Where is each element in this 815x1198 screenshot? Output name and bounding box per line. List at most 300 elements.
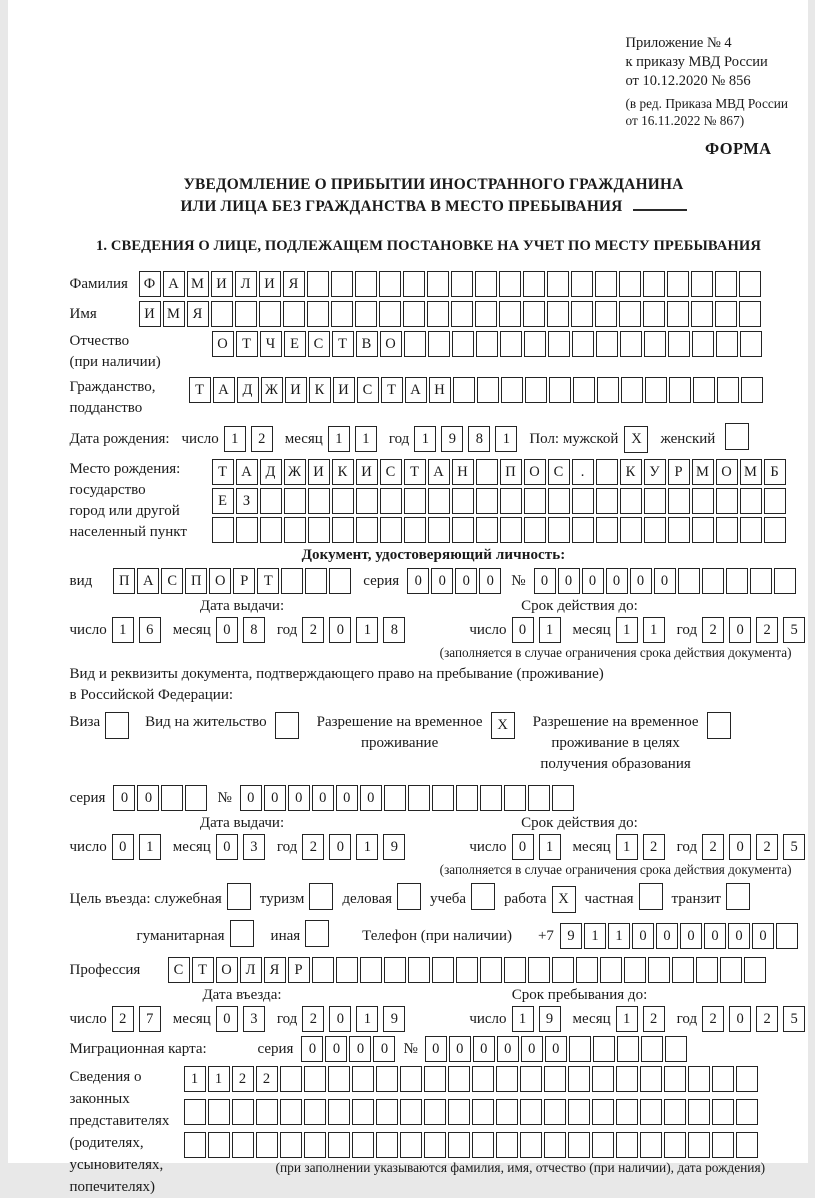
form-cell[interactable]: . (572, 459, 594, 485)
form-cell[interactable]: 1 (356, 1006, 378, 1032)
form-cell[interactable]: 0 (729, 834, 751, 860)
form-cell[interactable]: И (211, 271, 233, 297)
checkbox-cell[interactable] (397, 883, 421, 910)
form-cell[interactable]: 0 (534, 568, 556, 594)
form-cell[interactable] (688, 1066, 710, 1092)
form-cell[interactable] (544, 1066, 566, 1092)
form-cell[interactable] (336, 957, 358, 983)
form-cell[interactable] (280, 1099, 302, 1125)
form-cell[interactable] (664, 1132, 686, 1158)
form-cell[interactable]: 1 (584, 923, 606, 949)
form-cell[interactable] (645, 377, 667, 403)
form-cell[interactable] (408, 785, 430, 811)
form-cell[interactable]: 1 (495, 426, 517, 452)
form-cell[interactable] (356, 517, 378, 543)
form-cell[interactable] (640, 1066, 662, 1092)
form-cell[interactable]: И (139, 301, 161, 327)
form-cell[interactable] (472, 1066, 494, 1092)
form-cell[interactable] (476, 488, 498, 514)
form-cell[interactable] (739, 301, 761, 327)
form-cell[interactable]: 0 (729, 617, 751, 643)
form-cell[interactable] (332, 517, 354, 543)
form-cell[interactable] (504, 785, 526, 811)
form-cell[interactable] (424, 1132, 446, 1158)
form-cell[interactable] (571, 271, 593, 297)
form-cell[interactable] (572, 488, 594, 514)
form-cell[interactable] (571, 301, 593, 327)
form-cell[interactable] (740, 517, 762, 543)
form-cell[interactable] (668, 488, 690, 514)
form-cell[interactable] (500, 331, 522, 357)
form-cell[interactable]: Т (212, 459, 234, 485)
form-cell[interactable] (501, 377, 523, 403)
form-cell[interactable] (552, 785, 574, 811)
form-cell[interactable] (691, 301, 713, 327)
form-cell[interactable] (403, 301, 425, 327)
checkbox-cell[interactable] (230, 920, 254, 947)
form-cell[interactable]: 2 (643, 1006, 665, 1032)
form-cell[interactable] (576, 957, 598, 983)
form-cell[interactable]: К (620, 459, 642, 485)
form-cell[interactable] (427, 271, 449, 297)
form-cell[interactable]: 1 (608, 923, 630, 949)
form-cell[interactable] (256, 1132, 278, 1158)
form-cell[interactable]: А (213, 377, 235, 403)
form-cell[interactable] (453, 377, 475, 403)
form-cell[interactable] (774, 568, 796, 594)
form-cell[interactable]: Б (764, 459, 786, 485)
form-cell[interactable]: Я (283, 271, 305, 297)
form-cell[interactable] (428, 488, 450, 514)
form-cell[interactable]: 1 (184, 1066, 206, 1092)
form-cell[interactable]: 0 (497, 1036, 519, 1062)
form-cell[interactable]: 0 (455, 568, 477, 594)
form-cell[interactable] (528, 957, 550, 983)
form-cell[interactable] (525, 377, 547, 403)
form-cell[interactable] (523, 301, 545, 327)
form-cell[interactable] (548, 488, 570, 514)
form-cell[interactable] (569, 1036, 591, 1062)
form-cell[interactable]: 9 (383, 834, 405, 860)
form-cell[interactable] (668, 517, 690, 543)
form-cell[interactable] (715, 301, 737, 327)
form-cell[interactable] (702, 568, 724, 594)
form-cell[interactable] (619, 301, 641, 327)
form-cell[interactable] (616, 1132, 638, 1158)
form-cell[interactable] (524, 331, 546, 357)
form-cell[interactable] (408, 957, 430, 983)
form-cell[interactable]: И (308, 459, 330, 485)
form-cell[interactable]: 0 (632, 923, 654, 949)
form-cell[interactable] (592, 1099, 614, 1125)
form-cell[interactable]: 0 (656, 923, 678, 949)
form-cell[interactable] (308, 488, 330, 514)
form-cell[interactable]: 5 (783, 834, 805, 860)
checkbox-cell[interactable] (471, 883, 495, 910)
form-cell[interactable] (400, 1132, 422, 1158)
form-cell[interactable]: Ф (139, 271, 161, 297)
form-cell[interactable]: 2 (756, 1006, 778, 1032)
form-cell[interactable]: 0 (512, 617, 534, 643)
form-cell[interactable]: Т (189, 377, 211, 403)
form-cell[interactable] (283, 301, 305, 327)
form-cell[interactable]: 0 (216, 617, 238, 643)
form-cell[interactable] (643, 301, 665, 327)
form-cell[interactable]: 2 (702, 834, 724, 860)
form-cell[interactable]: 0 (752, 923, 774, 949)
form-cell[interactable] (644, 517, 666, 543)
form-cell[interactable]: Р (288, 957, 310, 983)
form-cell[interactable] (619, 271, 641, 297)
form-cell[interactable] (552, 957, 574, 983)
form-cell[interactable] (736, 1132, 758, 1158)
form-cell[interactable]: 2 (643, 834, 665, 860)
form-cell[interactable]: 1 (356, 834, 378, 860)
form-cell[interactable] (281, 568, 303, 594)
form-cell[interactable] (716, 488, 738, 514)
form-cell[interactable]: О (212, 331, 234, 357)
form-cell[interactable] (641, 1036, 663, 1062)
form-cell[interactable]: 0 (360, 785, 382, 811)
form-cell[interactable]: М (187, 271, 209, 297)
form-cell[interactable] (403, 271, 425, 297)
form-cell[interactable]: 0 (329, 834, 351, 860)
form-cell[interactable] (664, 1066, 686, 1092)
form-cell[interactable] (331, 301, 353, 327)
form-cell[interactable] (376, 1132, 398, 1158)
form-cell[interactable]: Т (381, 377, 403, 403)
form-cell[interactable] (597, 377, 619, 403)
form-cell[interactable] (355, 301, 377, 327)
form-cell[interactable]: 0 (729, 1006, 751, 1032)
form-cell[interactable] (424, 1099, 446, 1125)
form-cell[interactable] (640, 1099, 662, 1125)
form-cell[interactable] (496, 1099, 518, 1125)
form-cell[interactable] (480, 785, 502, 811)
form-cell[interactable] (600, 957, 622, 983)
form-cell[interactable]: 0 (264, 785, 286, 811)
form-cell[interactable]: 2 (702, 617, 724, 643)
checkbox-cell[interactable] (707, 712, 731, 739)
form-cell[interactable] (716, 517, 738, 543)
form-cell[interactable] (596, 459, 618, 485)
form-cell[interactable]: И (259, 271, 281, 297)
form-cell[interactable] (712, 1066, 734, 1092)
form-cell[interactable] (452, 331, 474, 357)
form-cell[interactable]: 0 (558, 568, 580, 594)
form-cell[interactable] (404, 331, 426, 357)
form-cell[interactable]: 1 (139, 834, 161, 860)
form-cell[interactable] (259, 301, 281, 327)
form-cell[interactable] (496, 1066, 518, 1092)
form-cell[interactable] (476, 331, 498, 357)
form-cell[interactable] (691, 271, 713, 297)
form-cell[interactable]: 2 (756, 834, 778, 860)
form-cell[interactable] (736, 1099, 758, 1125)
form-cell[interactable] (451, 301, 473, 327)
form-cell[interactable]: 1 (539, 834, 561, 860)
form-cell[interactable]: 0 (473, 1036, 495, 1062)
form-cell[interactable]: К (332, 459, 354, 485)
form-cell[interactable]: 0 (216, 1006, 238, 1032)
form-cell[interactable] (304, 1099, 326, 1125)
form-cell[interactable]: 0 (630, 568, 652, 594)
form-cell[interactable] (667, 271, 689, 297)
form-cell[interactable]: 2 (302, 617, 324, 643)
form-cell[interactable]: Д (260, 459, 282, 485)
form-cell[interactable] (352, 1132, 374, 1158)
form-cell[interactable]: 6 (139, 617, 161, 643)
form-cell[interactable]: 9 (441, 426, 463, 452)
form-cell[interactable]: 1 (112, 617, 134, 643)
form-cell[interactable] (616, 1066, 638, 1092)
form-cell[interactable] (524, 488, 546, 514)
checkbox-cell[interactable] (227, 883, 251, 910)
form-cell[interactable]: 0 (512, 834, 534, 860)
form-cell[interactable]: С (548, 459, 570, 485)
form-cell[interactable] (573, 377, 595, 403)
form-cell[interactable] (404, 517, 426, 543)
form-cell[interactable]: 2 (702, 1006, 724, 1032)
form-cell[interactable]: 0 (329, 1006, 351, 1032)
form-cell[interactable]: 0 (113, 785, 135, 811)
form-cell[interactable] (739, 271, 761, 297)
form-cell[interactable]: 1 (616, 617, 638, 643)
form-cell[interactable] (596, 517, 618, 543)
form-cell[interactable] (592, 1066, 614, 1092)
form-cell[interactable] (672, 957, 694, 983)
form-cell[interactable]: 1 (224, 426, 246, 452)
form-cell[interactable] (185, 785, 207, 811)
form-cell[interactable]: 0 (112, 834, 134, 860)
form-cell[interactable]: 5 (783, 617, 805, 643)
form-cell[interactable]: С (168, 957, 190, 983)
form-cell[interactable]: А (236, 459, 258, 485)
form-cell[interactable]: Н (452, 459, 474, 485)
form-cell[interactable]: М (692, 459, 714, 485)
form-cell[interactable] (328, 1099, 350, 1125)
form-cell[interactable]: 0 (704, 923, 726, 949)
form-cell[interactable]: И (333, 377, 355, 403)
form-cell[interactable] (596, 488, 618, 514)
form-cell[interactable]: 0 (373, 1036, 395, 1062)
form-cell[interactable]: О (380, 331, 402, 357)
form-cell[interactable] (548, 331, 570, 357)
form-cell[interactable]: Т (192, 957, 214, 983)
form-cell[interactable] (617, 1036, 639, 1062)
form-cell[interactable] (678, 568, 700, 594)
form-cell[interactable]: 1 (539, 617, 561, 643)
form-cell[interactable] (355, 271, 377, 297)
form-cell[interactable] (648, 957, 670, 983)
form-cell[interactable] (260, 488, 282, 514)
form-cell[interactable]: Л (235, 271, 257, 297)
form-cell[interactable] (568, 1099, 590, 1125)
form-cell[interactable]: 9 (560, 923, 582, 949)
form-cell[interactable]: О (716, 459, 738, 485)
form-cell[interactable]: С (357, 377, 379, 403)
form-cell[interactable] (307, 271, 329, 297)
form-cell[interactable] (499, 271, 521, 297)
form-cell[interactable] (451, 271, 473, 297)
form-cell[interactable]: 9 (539, 1006, 561, 1032)
form-cell[interactable] (476, 517, 498, 543)
form-cell[interactable]: Ж (261, 377, 283, 403)
form-cell[interactable] (688, 1099, 710, 1125)
form-cell[interactable] (740, 331, 762, 357)
form-cell[interactable]: С (380, 459, 402, 485)
form-cell[interactable] (692, 517, 714, 543)
form-cell[interactable] (184, 1132, 206, 1158)
form-cell[interactable]: П (113, 568, 135, 594)
form-cell[interactable]: 3 (243, 1006, 265, 1032)
form-cell[interactable] (764, 517, 786, 543)
checkbox-cell[interactable] (726, 883, 750, 910)
form-cell[interactable]: П (185, 568, 207, 594)
form-cell[interactable] (499, 301, 521, 327)
form-cell[interactable] (304, 1132, 326, 1158)
form-cell[interactable] (692, 331, 714, 357)
form-cell[interactable] (568, 1066, 590, 1092)
form-cell[interactable]: 0 (329, 617, 351, 643)
form-cell[interactable] (284, 517, 306, 543)
form-cell[interactable] (476, 459, 498, 485)
form-cell[interactable] (428, 331, 450, 357)
form-cell[interactable]: 1 (328, 426, 350, 452)
form-cell[interactable] (475, 271, 497, 297)
form-cell[interactable]: 8 (468, 426, 490, 452)
form-cell[interactable]: 0 (728, 923, 750, 949)
form-cell[interactable] (624, 957, 646, 983)
form-cell[interactable] (712, 1099, 734, 1125)
form-cell[interactable]: 2 (232, 1066, 254, 1092)
form-cell[interactable] (448, 1132, 470, 1158)
form-cell[interactable]: 0 (606, 568, 628, 594)
form-cell[interactable] (424, 1066, 446, 1092)
form-cell[interactable] (356, 488, 378, 514)
form-cell[interactable] (307, 301, 329, 327)
form-cell[interactable] (280, 1132, 302, 1158)
form-cell[interactable]: 1 (643, 617, 665, 643)
form-cell[interactable] (456, 957, 478, 983)
form-cell[interactable] (384, 957, 406, 983)
form-cell[interactable] (712, 1132, 734, 1158)
form-cell[interactable] (480, 957, 502, 983)
form-cell[interactable] (644, 331, 666, 357)
form-cell[interactable] (404, 488, 426, 514)
form-cell[interactable] (740, 488, 762, 514)
form-cell[interactable]: 0 (216, 834, 238, 860)
form-cell[interactable]: 2 (302, 1006, 324, 1032)
form-cell[interactable]: З (236, 488, 258, 514)
form-cell[interactable] (668, 331, 690, 357)
form-cell[interactable]: 0 (545, 1036, 567, 1062)
form-cell[interactable]: М (740, 459, 762, 485)
form-cell[interactable]: 0 (407, 568, 429, 594)
form-cell[interactable] (304, 1066, 326, 1092)
form-cell[interactable] (593, 1036, 615, 1062)
form-cell[interactable]: Т (236, 331, 258, 357)
form-cell[interactable]: С (308, 331, 330, 357)
form-cell[interactable] (596, 331, 618, 357)
form-cell[interactable] (328, 1066, 350, 1092)
form-cell[interactable] (161, 785, 183, 811)
form-cell[interactable] (376, 1066, 398, 1092)
form-cell[interactable]: 9 (383, 1006, 405, 1032)
checkbox-cell[interactable] (105, 712, 129, 739)
form-cell[interactable]: К (309, 377, 331, 403)
form-cell[interactable] (456, 785, 478, 811)
form-cell[interactable] (208, 1132, 230, 1158)
form-cell[interactable]: Т (332, 331, 354, 357)
form-cell[interactable] (693, 377, 715, 403)
form-cell[interactable]: 0 (449, 1036, 471, 1062)
form-cell[interactable]: 1 (414, 426, 436, 452)
form-cell[interactable] (720, 957, 742, 983)
form-cell[interactable]: А (428, 459, 450, 485)
form-cell[interactable]: 0 (479, 568, 501, 594)
form-cell[interactable] (764, 488, 786, 514)
form-cell[interactable] (523, 271, 545, 297)
form-cell[interactable] (736, 1066, 758, 1092)
form-cell[interactable] (184, 1099, 206, 1125)
form-cell[interactable]: 1 (208, 1066, 230, 1092)
form-cell[interactable] (547, 271, 569, 297)
form-cell[interactable] (312, 957, 334, 983)
form-cell[interactable]: Т (257, 568, 279, 594)
form-cell[interactable] (448, 1066, 470, 1092)
form-cell[interactable] (500, 488, 522, 514)
form-cell[interactable]: 0 (521, 1036, 543, 1062)
form-cell[interactable] (236, 517, 258, 543)
form-cell[interactable]: Ж (284, 459, 306, 485)
form-cell[interactable] (544, 1099, 566, 1125)
form-cell[interactable] (400, 1066, 422, 1092)
form-cell[interactable] (379, 271, 401, 297)
form-cell[interactable]: 1 (355, 426, 377, 452)
form-cell[interactable] (528, 785, 550, 811)
form-cell[interactable] (260, 517, 282, 543)
form-cell[interactable] (696, 957, 718, 983)
form-cell[interactable] (400, 1099, 422, 1125)
form-cell[interactable]: А (405, 377, 427, 403)
form-cell[interactable]: 8 (243, 617, 265, 643)
form-cell[interactable] (688, 1132, 710, 1158)
form-cell[interactable]: У (644, 459, 666, 485)
form-cell[interactable]: 3 (243, 834, 265, 860)
form-cell[interactable]: 1 (616, 834, 638, 860)
form-cell[interactable] (232, 1132, 254, 1158)
form-cell[interactable]: А (137, 568, 159, 594)
form-cell[interactable] (496, 1132, 518, 1158)
form-cell[interactable] (472, 1132, 494, 1158)
form-cell[interactable]: Е (212, 488, 234, 514)
form-cell[interactable]: 0 (240, 785, 262, 811)
form-cell[interactable] (616, 1099, 638, 1125)
form-cell[interactable] (500, 517, 522, 543)
form-cell[interactable]: 0 (680, 923, 702, 949)
form-cell[interactable] (352, 1099, 374, 1125)
form-cell[interactable] (664, 1099, 686, 1125)
form-cell[interactable]: 0 (325, 1036, 347, 1062)
form-cell[interactable] (448, 1099, 470, 1125)
form-cell[interactable] (665, 1036, 687, 1062)
form-cell[interactable] (235, 301, 257, 327)
form-cell[interactable] (750, 568, 772, 594)
form-cell[interactable]: А (163, 271, 185, 297)
form-cell[interactable] (741, 377, 763, 403)
form-cell[interactable] (715, 271, 737, 297)
